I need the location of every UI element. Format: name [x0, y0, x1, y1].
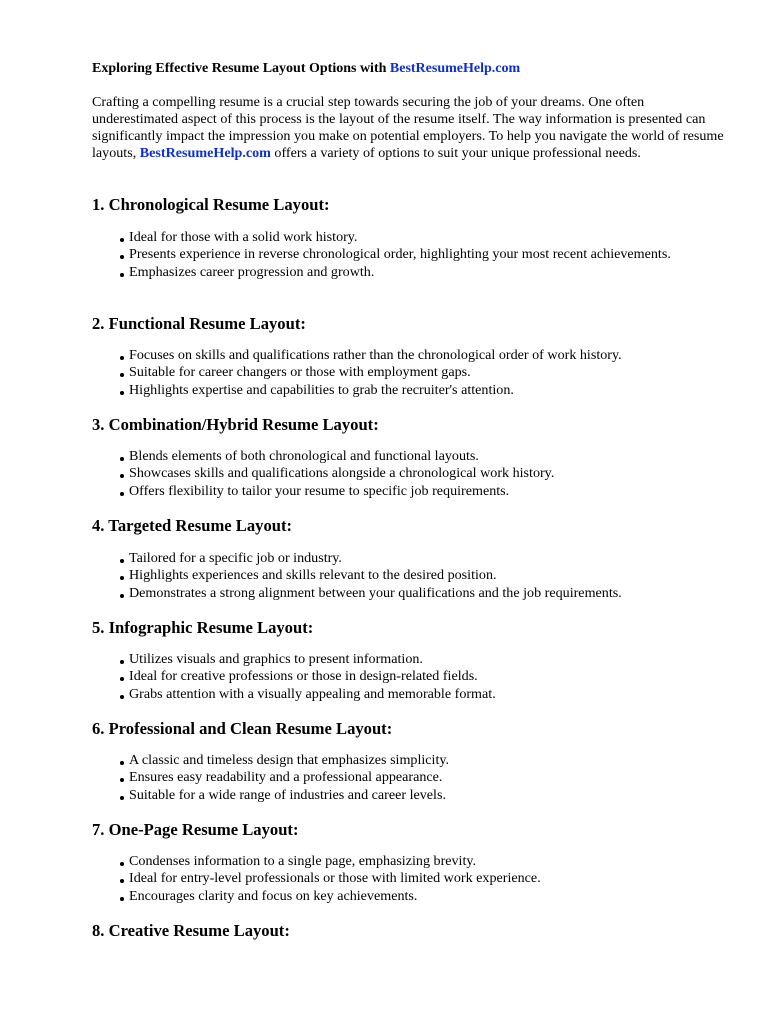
bullet-icon	[120, 761, 124, 765]
list-item-text: Suitable for a wide range of industries and career levels.	[129, 786, 446, 803]
bullet-icon	[120, 695, 124, 699]
bullet-icon	[120, 356, 124, 360]
list-item-text: Encourages clarity and focus on key achievements.	[129, 887, 418, 904]
list-item	[120, 465, 730, 482]
list-item-text: Focuses on skills and qualifications rather than the chronological order of work history.	[129, 347, 622, 363]
list-item-text: Highlights expertise and capabilities to grab the recruiter's attention.	[129, 381, 514, 398]
list-item	[120, 853, 730, 870]
list-item-text: Highlights experiences and skills relevant to the desired position.	[129, 567, 497, 584]
bullet-icon	[120, 391, 124, 395]
bullet-icon	[120, 373, 124, 377]
list-item-text: Showcases skills and qualifications alongside a chronological work history.	[129, 465, 555, 482]
section-heading: 3. Combination/Hybrid Resume Layout:	[92, 415, 379, 434]
intro-paragraph	[92, 94, 732, 162]
list-item	[120, 483, 730, 500]
bullet-icon	[120, 492, 124, 496]
bullet-icon	[120, 238, 124, 242]
list-item	[120, 364, 730, 381]
list-item	[120, 870, 730, 887]
list-item-text: Ideal for creative professions or those in design-related fields.	[129, 668, 478, 685]
bullet-icon	[120, 778, 124, 782]
list-item-text: Grabs attention with a visually appealing and memorable format.	[129, 685, 496, 702]
intro-link[interactable]: BestResumeHelp.com	[139, 145, 271, 162]
list-item-text: Utilizes visuals and graphics to present information.	[129, 651, 423, 667]
bullet-icon	[120, 677, 124, 681]
list-item	[120, 888, 730, 905]
bullet-icon	[120, 660, 124, 664]
list-item	[120, 382, 730, 399]
list-item-text: A classic and timeless design that emphasizes simplicity.	[129, 752, 450, 768]
section-heading: 4. Targeted Resume Layout:	[92, 516, 293, 535]
bullet-icon	[120, 457, 124, 461]
list-item	[120, 787, 730, 804]
section-list	[120, 347, 730, 399]
list-item-text: Condenses information to a single page, emphasizing brevity.	[129, 853, 477, 869]
list-item	[120, 229, 730, 246]
intro-text-start: Crafting a compelling resume is a crucial step towards securing the job of your dreams. One often underestimated aspect of this process is the layout of the resume itself. The way information is presented can significantly impact the impression you make on potential employers. To help you navigate the world of resume layouts,	[92, 94, 724, 162]
list-item	[120, 686, 730, 703]
section-heading: 2. Functional Resume Layout:	[92, 314, 306, 333]
list-item	[120, 651, 730, 668]
bullet-icon	[120, 576, 124, 580]
list-item-text: Emphasizes career progression and growth.	[129, 263, 375, 280]
section-list	[120, 229, 730, 281]
title-link[interactable]: BestResumeHelp.com	[389, 61, 521, 76]
list-item-text: Suitable for career changers or those with employment gaps.	[129, 364, 471, 381]
section-list	[120, 853, 730, 905]
bullet-icon	[120, 879, 124, 883]
list-item	[120, 668, 730, 685]
list-item-text: Presents experience in reverse chronological order, highlighting your most recent achievements.	[129, 246, 671, 263]
bullet-icon	[120, 897, 124, 901]
bullet-icon	[120, 273, 124, 277]
document-title	[92, 60, 520, 78]
list-item-text: Demonstrates a strong alignment between your qualifications and the job requirements.	[129, 584, 622, 601]
section-heading: 7. One-Page Resume Layout:	[92, 820, 299, 839]
list-item-text: Ideal for those with a solid work history.	[129, 229, 358, 245]
bullet-icon	[120, 594, 124, 598]
list-item	[120, 585, 730, 602]
section-list	[120, 752, 730, 804]
section-heading: 5. Infographic Resume Layout:	[92, 618, 314, 637]
list-item	[120, 550, 730, 567]
list-item	[120, 769, 730, 786]
intro-text-end: offers a variety of options to suit your unique professional needs.	[270, 145, 641, 162]
section-list	[120, 550, 730, 602]
title-text: Exploring Effective Resume Layout Options with	[92, 61, 390, 76]
list-item-text: Offers flexibility to tailor your resume to specific job requirements.	[129, 482, 510, 499]
list-item	[120, 246, 730, 263]
section-list	[120, 448, 730, 500]
section-heading: 8. Creative Resume Layout:	[92, 921, 290, 940]
list-item	[120, 448, 730, 465]
bullet-icon	[120, 255, 124, 259]
bullet-icon	[120, 796, 124, 800]
list-item-text: Ensures easy readability and a professional appearance.	[129, 769, 443, 786]
list-item	[120, 567, 730, 584]
section-list	[120, 651, 730, 703]
section-heading: 6. Professional and Clean Resume Layout:	[92, 719, 393, 738]
section-heading: 1. Chronological Resume Layout:	[92, 195, 330, 214]
list-item-text: Blends elements of both chronological and functional layouts.	[129, 448, 479, 464]
list-item	[120, 752, 730, 769]
list-item	[120, 264, 730, 281]
list-item-text: Tailored for a specific job or industry.	[129, 550, 342, 566]
bullet-icon	[120, 559, 124, 563]
bullet-icon	[120, 474, 124, 478]
list-item	[120, 347, 730, 364]
bullet-icon	[120, 862, 124, 866]
list-item-text: Ideal for entry-level professionals or those with limited work experience.	[129, 870, 541, 887]
